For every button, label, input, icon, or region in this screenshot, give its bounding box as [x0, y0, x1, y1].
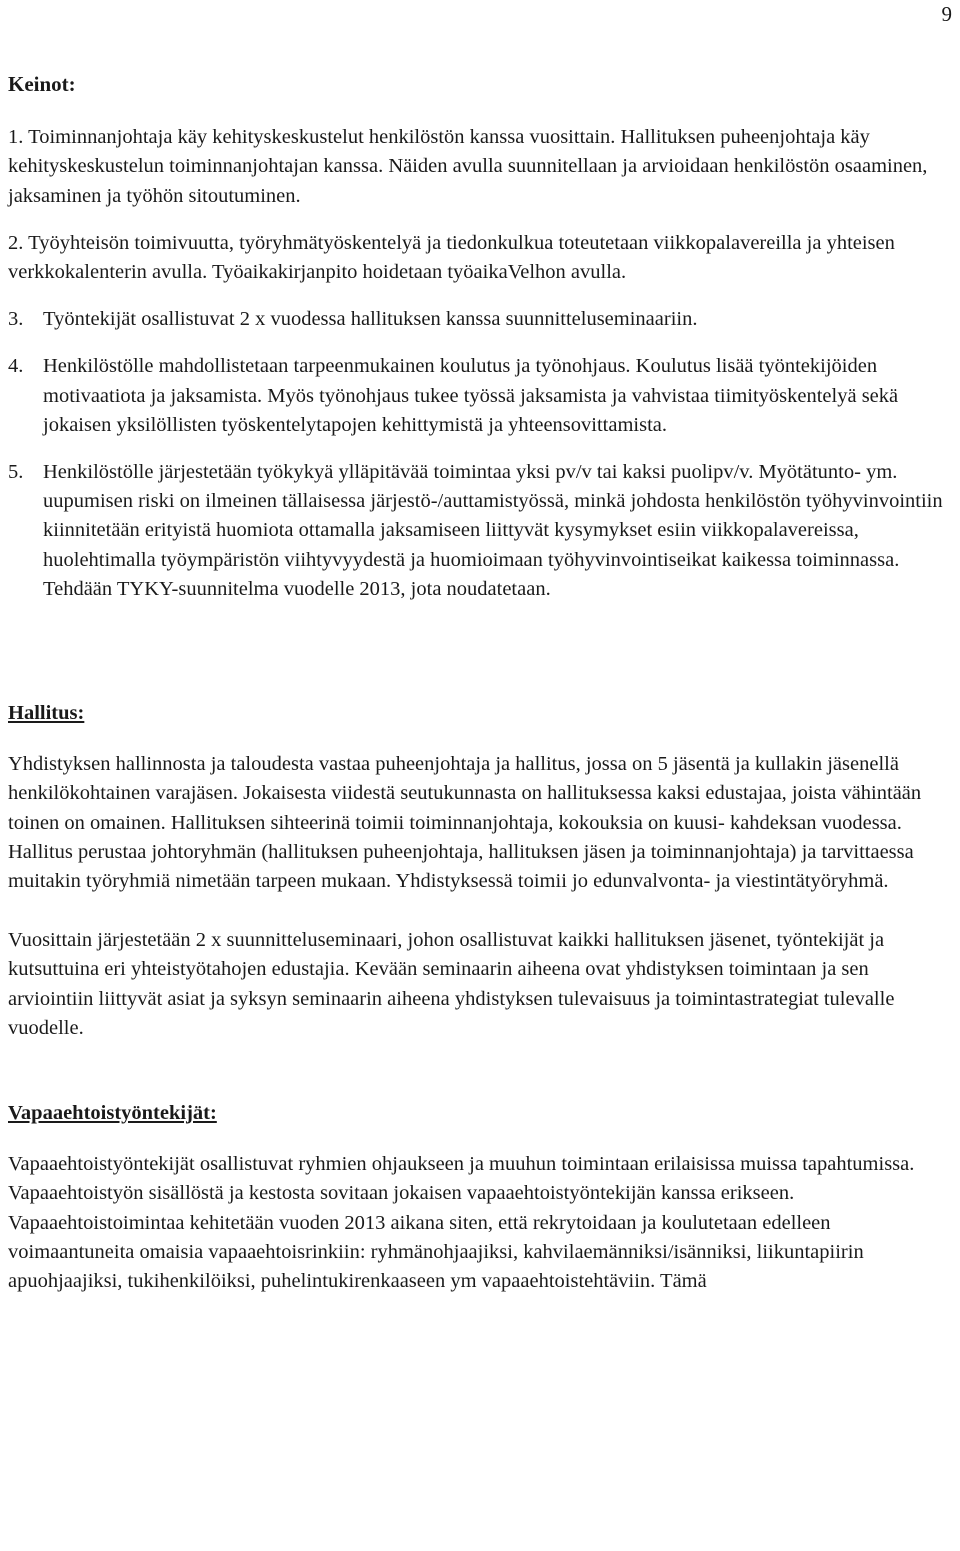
heading-text: Hallitus: [8, 702, 85, 725]
paragraph: Yhdistyksen hallinnosta ja taloudesta vastaa puheenjohtaja ja hallitus, jossa on 5 jäsentä ja kullakin jäsenellä henkilökohtainen varajäsen. Jokaisesta viidestä seutukunnasta on hallituksessa kaksi edustajaa, joista vähintään toinen on omainen. Hallituksen sihteerinä toimii toiminnanjohtaja, kokouksia on kuusi- kahdeksan vuodessa. Hallitus perustaa johtoryhmän (hallituksen puheenjohtaja, hallituksen jäsen ja toiminnanjohtaja) ja tarvittaessa muitakin työryhmiä nimetään tarpeen mukaan. Yhdistyksessä toimii jo edunvalvonta- ja viestintätyöryhmä. [8, 753, 922, 893]
list-item [8, 305, 948, 334]
section-heading-keinot [8, 70, 948, 99]
heading-text: Keinot: [8, 72, 76, 96]
list-text: Työntekijät osallistuvat 2 x vuodessa hallituksen kanssa suunnitteluseminaariin. [43, 308, 698, 331]
list-text: Henkilöstölle järjestetään työkykyä ylläpitävää toimintaa yksi pv/v tai kaksi puolipv/v. Myötätunto- ym. uupumisen riski on ilmeinen tällaisessa järjestö-/auttamistyössä, minkä johdosta henkilöstön työhyvinvointiin kiinnitetään erityistä huomiota ottamalla jaksamiseen liittyvät kysymykset esiin viikkopalavereissa, huolehtimalla työympäristön viihtyvyydestä ja huomioimaan työhyvinvointiseikat kaikessa toiminnassa. Tehdään TYKY-suunnitelma vuodelle 2013, jota noudatetaan. [43, 461, 943, 600]
list-text: Toiminnanjohtaja käy kehityskeskustelut henkilöstön kanssa vuosittain. Hallituksen puheenjohtaja käy kehityskeskustelun toiminnanjohtajan kanssa. Näiden avulla suunnitellaan ja arvioidaan henkilöstön osaaminen, jaksaminen ja työhön sitoutuminen. [8, 126, 928, 207]
list-item [8, 123, 948, 211]
measures-list [8, 123, 948, 604]
paragraph: Vuosittain järjestetään 2 x suunnitteluseminaari, johon osallistuvat kaikki hallituksen jäsenet, työntekijät ja kutsuttuina eri yhteistyötahojen edustajia. Kevään seminaarin aiheena ovat yhdistyksen toimintaan ja sen arviointiin liittyvät asiat ja syksyn seminaarin aiheena yhdistyksen tulevaisuus ja toimintastrategiat tulevalle vuodelle. [8, 929, 895, 1039]
list-number: 3. [8, 308, 24, 331]
list-item-text [8, 123, 948, 211]
list-number: 4. [8, 355, 24, 378]
list-item [8, 229, 948, 287]
section-heading-vapaaehtoiset [8, 1099, 948, 1128]
list-text: Työyhteisön toimivuutta, työryhmätyöskentelyä ja tiedonkulkua toteutetaan viikkopalavereilla ja yhteisen verkkokalenterin avulla. Työaikakirjanpito hoidetaan työaikaVelhon avulla. [8, 231, 895, 284]
paragraph: Vapaaehtoistyöntekijät osallistuvat ryhmien ohjaukseen ja muuhun toimintaan erilaisissa muissa tapahtumissa. Vapaaehtoistyön sisällöstä ja kestosta sovitaan jokaisen vapaaehtoistyöntekijän kanssa erikseen. Vapaaehtoistoimintaa kehitetään vuoden 2013 aikana siten, että rekrytoidaan ja koulutetaan edelleen voimaantuneita omaisia vapaaehtoisrinkiin: ryhmänohjaajiksi, kahvilaemänniksi/isänniksi, liikuntapiirin apuohjaajiksi, tukihenkilöiksi, puhelintukirenkaaseen ym vapaaehtoistehtäviin. Tämä [8, 1153, 915, 1293]
list-item [8, 458, 948, 604]
list-item-text [8, 229, 948, 287]
section-heading-hallitus [8, 699, 948, 728]
page-number: 9 [941, 2, 952, 26]
list-text: Henkilöstölle mahdollistetaan tarpeenmukainen koulutus ja työnohjaus. Koulutus lisää työntekijöiden motivaatiota ja jaksamista. Myös työnohjaus tukee työssä jaksamista ja vahvistaa tiimityöskentelyä sekä jokaisen yksilöllisten työskentelytapojen kehittymistä ja yhteensovittamista. [43, 355, 899, 436]
list-item [8, 352, 948, 440]
list-number: 5. [8, 461, 24, 484]
heading-text: Vapaaehtoistyöntekijät: [8, 1102, 217, 1125]
document-body [8, 70, 948, 1296]
list-number: 2. [8, 231, 29, 254]
list-number: 1. [8, 126, 29, 149]
